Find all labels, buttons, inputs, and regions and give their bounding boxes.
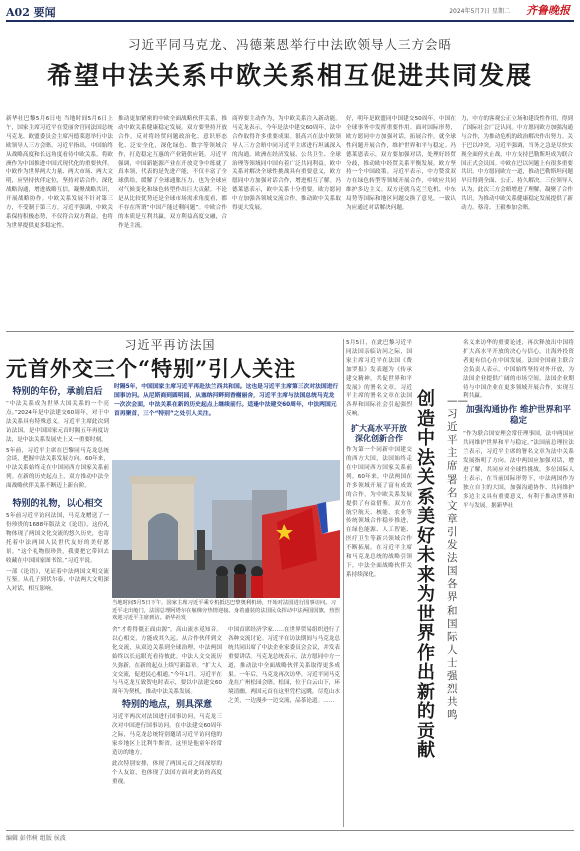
paragraph: 5年前习近平访问法国，马克龙赠送了一份珍贵的1688年版法文《论语》，这份礼物体现了两国文化交流的悠久历史，也寄托着中法两国人民世代友好的美好愿景。“这个礼物很珍贵，我要把它带回去收藏在中国国家图书馆。”习近平说。 (6, 513, 109, 564)
story3-subhead: ——习近平主席署名文章引发法国各界和国际人士强烈共鸣 (447, 395, 468, 722)
column-rule (343, 339, 344, 827)
paragraph: 一部《论语》，见证着中法两国文明交流互鉴。从孔子到伏尔泰，中法两大文明深入对话，相互影响。 (6, 568, 109, 593)
page-label: A02 要闻 (6, 6, 56, 19)
story2-right-column (346, 339, 412, 827)
section-title: 特别的年份，承前启后 (12, 387, 103, 397)
story1-subtitle: 习近平同马克龙、冯德莱恩举行中法欧领导人三方会晤 (127, 37, 452, 52)
paragraph: “作为联合国安理会常任理事国，法中两国应共同维护世界和平与稳定。”法国前总理拉法兰表示，习近平主席的署名文章为法中关系发展指明了方向。法中两国应加强对话，增进了解，共同应对全球性挑战。多位国际人士表示，在当前国际形势下，中法两国作为独立自主的大国，加强沟通协作、共同维护多边主义具有重要意义，有利于推动世界和平与发展。据新华社 (463, 431, 574, 509)
paragraph: “中法关系成为世界大国关系的一个亮点。”2024年是中法建交60周年，对于中法关系具有特殊意义。习近平主席此次到访法国，是中国国家元首时隔五年再度访法，是中法关系发展史上又一重要时刻。 (6, 401, 109, 443)
story1-column: 推动更加紧密的中欧全面战略伙伴关系，推动中欧关系健康稳定发展。双方要坚持开放合作，反对将经贸问题政治化、意识形态化、泛安全化，深化绿色、数字等领域合作，打造稳定互惠的产业链供应链。习近平强调，中国新能源产业在开放竞争中练就了真本领，代表的是先进产能，不仅丰富了全球供给，缓解了全球通胀压力，也为全球应对气候变化和绿色转型作出巨大贡献。不论是从比较优势还是全球市场需求角度看，都不存在所谓“中国产能过剩问题”。中欧合作的本质是互利共赢，双方利益高度交融，合作是主流。 (118, 116, 227, 229)
story2-column (112, 626, 222, 826)
header-rule (6, 20, 574, 22)
editor-credits: 编辑 彭伟树 组版 侯波 (6, 835, 66, 842)
story1-column: 新华社巴黎5月6日电 当地时间5月6日上午，国家主席习近平在爱丽舍宫同法国总统马克龙、欧盟委员会主席冯德莱恩举行中法欧领导人三方会晤。习近平指出，中国始终从战略高度和长远角度看待中欧关系，将欧洲作为中国推进中国式现代化的重要伙伴。中欧作为世界两大力量、两大市场、两大文明，应坚持伙伴定位，坚持对话合作，深化战略沟通，增进战略互信，凝聚战略共识，开展战略协作。中欧关系发展不针对第三方，不受制于第三方。习近平强调，中欧关系保持积极态势，不仅符合双方利益，也将为世界提供更多稳定性。 (6, 116, 113, 229)
newspaper-logo: 齐鲁晚报 (526, 4, 570, 17)
section-title: 特别的地点，别具深意 (121, 700, 212, 711)
story2-lead: 时隔5年，中国国家主席习近平再赴法兰西共和国。这也是习近平主席第三次对法国进行国事访问。从尼斯商到圆明园，从塞纳河畔到香榭丽舍，习近平主席与法国总统马克龙一次次会面，中法关系在新的历史起点上继续前行。适逢中法建交60周年，中法两国元首再聚首，三个“特别”之处引人关注。 (114, 384, 339, 417)
story1-column: 力，中方的客观公正立场和建设性作用，得到了国际社会广泛认同。中方愿同欧方加强沟通与合作，为推动危机的政治解决作出努力。关于巴以冲突，习近平强调，当务之急是尽快实现全面停火止战。中方支持巴勒斯坦成为联合国正式会员国。中欧在巴以问题上有很多重要共识。中方愿同欧方一道，推动巴勒斯坦问题早日得到全面、公正、持久解决。三位领导人认为，此次三方会晤增进了理解，凝聚了合作共识，为推动中欧关系健康稳定发展提供了新动力。蔡奇、王毅参加会晤。 (461, 116, 573, 212)
footer-rule (6, 830, 574, 831)
paragraph: 此次特别安排，体现了两国元首之间深厚的个人友谊，也体现了法国方面对此访的高度重视。 (112, 760, 222, 785)
story3-headline: 创造中法关系美好未来 为世界作出新的贡献 (417, 389, 435, 761)
paragraph: 作为第一个同新中国建交的西方大国，法国始终走在中国同西方国家关系前列。60年来，中法两国在许多领域开展了富有成效的合作，为中欧关系发展提供了有益借鉴。双方在航空航天、核能、农业等传统领域合作稳步推进，在绿色能源、人工智能、医疗卫生等新兴领域合作不断拓展。在习近平主席和马克龙总统的战略引领下，中法全面战略伙伴关系持续深化。 (346, 447, 412, 578)
paragraph: 名义来访华的重要论述，再次释放出中国将扩大高水平开放的决心与信心，让海外投资者更有信心在中国发展。法国全国雇主联合会负责人表示，中国始终坚持对外开放，为法国企业提供广阔的市场空间。法国企业期待与中国企业在更多领域开展合作，实现互利共赢。 (463, 340, 574, 400)
issue-date: 2024年5月7日 星期二 (449, 8, 510, 15)
story2-subtitle: 习近平再访法国 (124, 338, 216, 352)
story1-column: 商界要主动作为，为中欧关系注入新动能。马克龙表示，今年是法中建交60周年，法中合作取得许多重要成果。很高兴在法中欧领导人三方会晤中同习近平主席进行坦诚深入的沟通。欧洲在经济发展、公共卫生、全球治理等领域同中国有着广泛共同利益。欧中关系对解决全球性挑战具有重要意义，欧方愿同中方加强对话合作，增进相互了解。冯德莱恩表示，欧中关系十分重要。欧方愿同中方加强各领域交流合作，推动欧中关系取得更大发展。 (232, 116, 341, 212)
story1-headline: 希望中法关系中欧关系相互促进共同发展 (46, 61, 533, 90)
paragraph: 5月5日，在此巴黎习近平同法国亲临访问之际，国家主席习近平在法国《费加罗报》发表题为《传承建交精神，共促世界和平发展》的署名文章。习近平主席的署名文章在法国各界和国际社会引起强烈反响。 (346, 340, 412, 418)
story2-column: 中国首席经济学家……在世界贸易组织进行了各种交流讨论。习近平在访法期间与马克龙总统共同出席了中法企业家委员会会议，并发表重要讲话。马克龙总统表示，法方愿同中方一道，推动法中全面战略伙伴关系取得更多成果。一年后，马克龙再次访华。习近平同马克龙在广州松园会晤。松园，位于白云山下，环境清幽。两国元首在这里凭栏远眺，尽览山水之美，一边漫步一边交流，品茶论道。…… (228, 627, 340, 705)
paragraph: 舍“才将得僵正面由源”。高山流水觅知音。以心相交，方能成其久远。从合作伙伴到文化交流，从双边关系到全球治理，中法两国始终以长远眼光看待彼此。中法人文交流历久弥新，在新的起点上续写新篇章。“扩大人文交流，促进民心相通。”今年1月，习近平在与马克龙互致贺电时表示，要以中法建交60周年为契机，推动中法关系发展。 (112, 627, 222, 696)
arc-de-triomphe-photo (112, 460, 340, 598)
story2-headline: 元首外交三个“特别”引人关注 (6, 356, 297, 381)
paragraph: 5年前，习近平主席在巴黎同马克龙总统会谈，把握中法关系发展方向。60年来，中法关系始终走在中国同西方国家关系前列。在新的历史起点上，双方推动中法全面战略伙伴关系不断迈上新台阶。 (6, 447, 109, 490)
story1-column: 好，明年是欧盟同中国建交50周年。中国在全球事务中发挥重要作用。面对国际形势，欧方愿同中方加强对话，拓展合作，就全球性问题开展合作，维护世界和平与稳定。冯德莱恩表示，双方要加强对话，处理好经贸分歧，推动欧中经贸关系平衡发展。欧方坚持一个中国政策。习近平表示，中方赞赏双方在绿色转型等领域开展合作，中欧应共同维护多边主义。双方还就乌克兰危机、中东局势等国际和地区问题交换了意见，一致认为应通过对话解决问题。 (346, 116, 456, 212)
story2-left-column (6, 384, 109, 829)
section-title: 加强沟通协作 维护世界和平稳定 (466, 405, 571, 427)
section-divider (6, 331, 574, 332)
section-title: 扩大高水平开放 深化创新合作 (351, 423, 407, 444)
section-title: 特别的礼物，以心相交 (12, 499, 103, 510)
photo-caption: 当地时间5月5日下午，国家主席习近平乘专机抵达巴黎奥利机场，开始对法国进行国事访问。习近平走出舱门，法国总理阿塔尔在舷梯旁热情迎接。身着盛装的法国民众挥动中法两国国旗，热烈欢迎习近平主席到访。新华社发 (112, 600, 340, 622)
story3-column (463, 339, 574, 827)
paragraph: 习近平两次对法国进行国事访问，马克龙三次对中国进行国事访问。在中法建交60周年之际，马克龙总统特别邀请习近平访问他的家乡地区上比利牛斯省，这里是他童年经常造访的地方。 (112, 714, 222, 756)
